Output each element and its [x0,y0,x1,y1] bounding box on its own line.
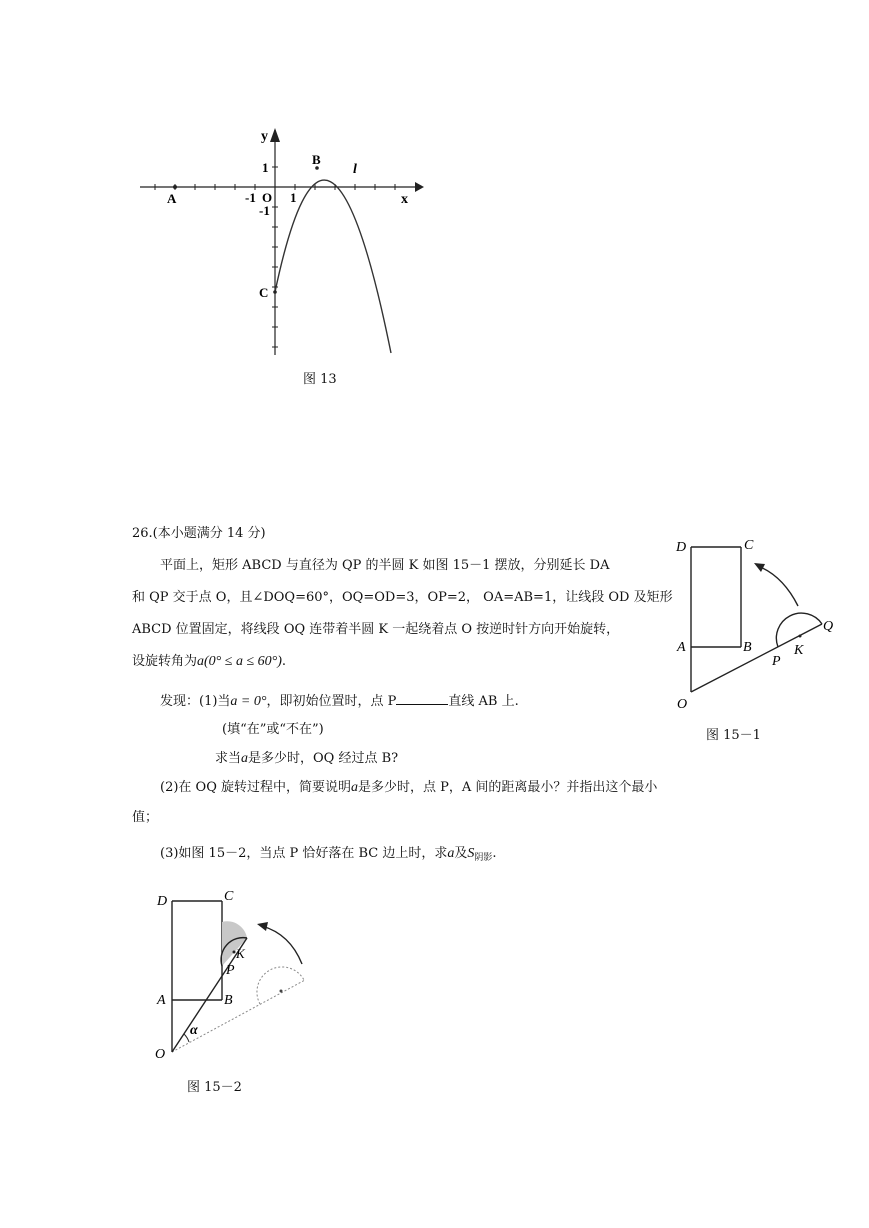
rotation-arrow-2 [262,926,302,964]
label-a: A [677,640,686,655]
question-2-line-2: 值； [132,810,159,825]
angle-prefix: 设旋转角为 [132,654,198,669]
q3-end: . [492,846,497,861]
angle-suffix: . [281,654,287,669]
question-1 [160,692,519,712]
original-center-dot [280,990,283,993]
q1-prefix: 发现：(1)当 [160,694,231,709]
semicircle-k [776,613,822,647]
problem-intro-line-3: ABCD 位置固定，将线段 OQ 连带着半圆 K 一起绕着点 O 按逆时针方向开始旋转， [132,622,620,637]
curve-l-label: l [353,162,357,177]
label-p: P [772,654,781,669]
label-k-2: K [236,946,245,961]
figure-15-1-caption: 图 15－1 [706,728,761,743]
point-c-label: C [259,285,269,300]
label-b-2: B [224,993,233,1008]
question-1b [215,749,398,769]
figure-15-2-caption: 图 15－2 [187,1080,242,1095]
x-tick-label-1: 1 [290,190,297,205]
problem-intro-line-4 [132,652,286,672]
original-oq-dotted [172,980,305,1052]
y-tick-label-1: 1 [262,160,269,175]
x-tick-label-neg1: -1 [245,190,256,205]
segment-oq [691,624,822,692]
rotation-arrowhead-2 [257,922,268,931]
figure-15-2 [150,882,320,1062]
q1b-suffix: 是多少时，OQ 经过点 B? [248,751,399,766]
parabola-l [275,180,391,353]
q3-s-subscript: 阴影 [474,853,493,863]
q2-suffix: 是多少时，点 P，A 间的距离最小？并指出这个最小 [358,780,658,795]
angle-alpha-arc [184,1034,189,1042]
label-o-2: O [155,1047,166,1062]
center-k-dot [799,635,802,638]
q1-end: 直线 AB 上. [448,694,519,709]
point-b-label: B [312,152,321,167]
q1b-var: a [241,751,249,766]
label-alpha: α [190,1023,198,1038]
rotation-arrow [758,566,798,606]
y-axis-label: y [261,129,268,144]
label-c-2: C [224,889,234,904]
figure-15-1 [668,530,848,715]
angle-range-formula: a(0° ≤ a ≤ 60°) [197,654,282,669]
q1-mid: ，即初始位置时，点 P [266,694,397,709]
problem-intro-line-1: 平面上，矩形 ABCD 与直径为 QP 的半圆 K 如图 15－1 摆放，分别延长 DA [160,558,610,573]
question-2 [160,778,657,798]
x-axis-arrow [415,182,424,192]
label-o: O [677,697,688,712]
q2-prefix: (2)在 OQ 旋转过程中，简要说明 [160,780,351,795]
label-b: B [743,640,752,655]
original-semicircle-dotted [257,967,304,1004]
label-d-2: D [157,894,168,909]
point-c-dot [273,290,277,294]
q1-formula: a = 0° [230,694,267,709]
q3-prefix: (3)如图 15－2，当点 P 恰好落在 BC 边上时，求 [160,846,448,861]
origin-label: O [262,190,273,205]
y-axis-arrow [270,128,280,142]
x-axis-label: x [401,192,408,207]
question-3 [160,844,497,868]
label-q: Q [823,619,834,634]
label-k: K [794,643,804,658]
point-a-label: A [167,191,177,206]
q1b-prefix: 求当 [215,751,242,766]
problem-intro-line-2: 和 QP 交于点 O，且∠DOQ=60°，OQ=OD=3，OP=2， OA=AB=1，让线段 OD 及矩形 [132,590,673,605]
q2-var: a [351,780,358,795]
label-a-2: A [157,993,166,1008]
q3-var: a [447,846,455,861]
question-1-hint: (填“在”或“不在”) [222,722,324,737]
problem-header: 26.(本小题满分 14 分) [132,526,266,541]
label-c: C [744,538,754,553]
label-d: D [676,540,687,555]
y-tick-label-neg1: -1 [259,203,270,218]
q1-answer-blank[interactable] [396,692,448,705]
q3-and: 及 [454,846,468,861]
q3-s-symbol: S [467,846,475,861]
label-p-2: P [226,963,235,978]
figure-13-caption: 图 13 [303,372,337,387]
figure-13-graph [135,120,425,360]
point-a-dot [173,185,177,189]
rotation-arrowhead [754,563,765,572]
